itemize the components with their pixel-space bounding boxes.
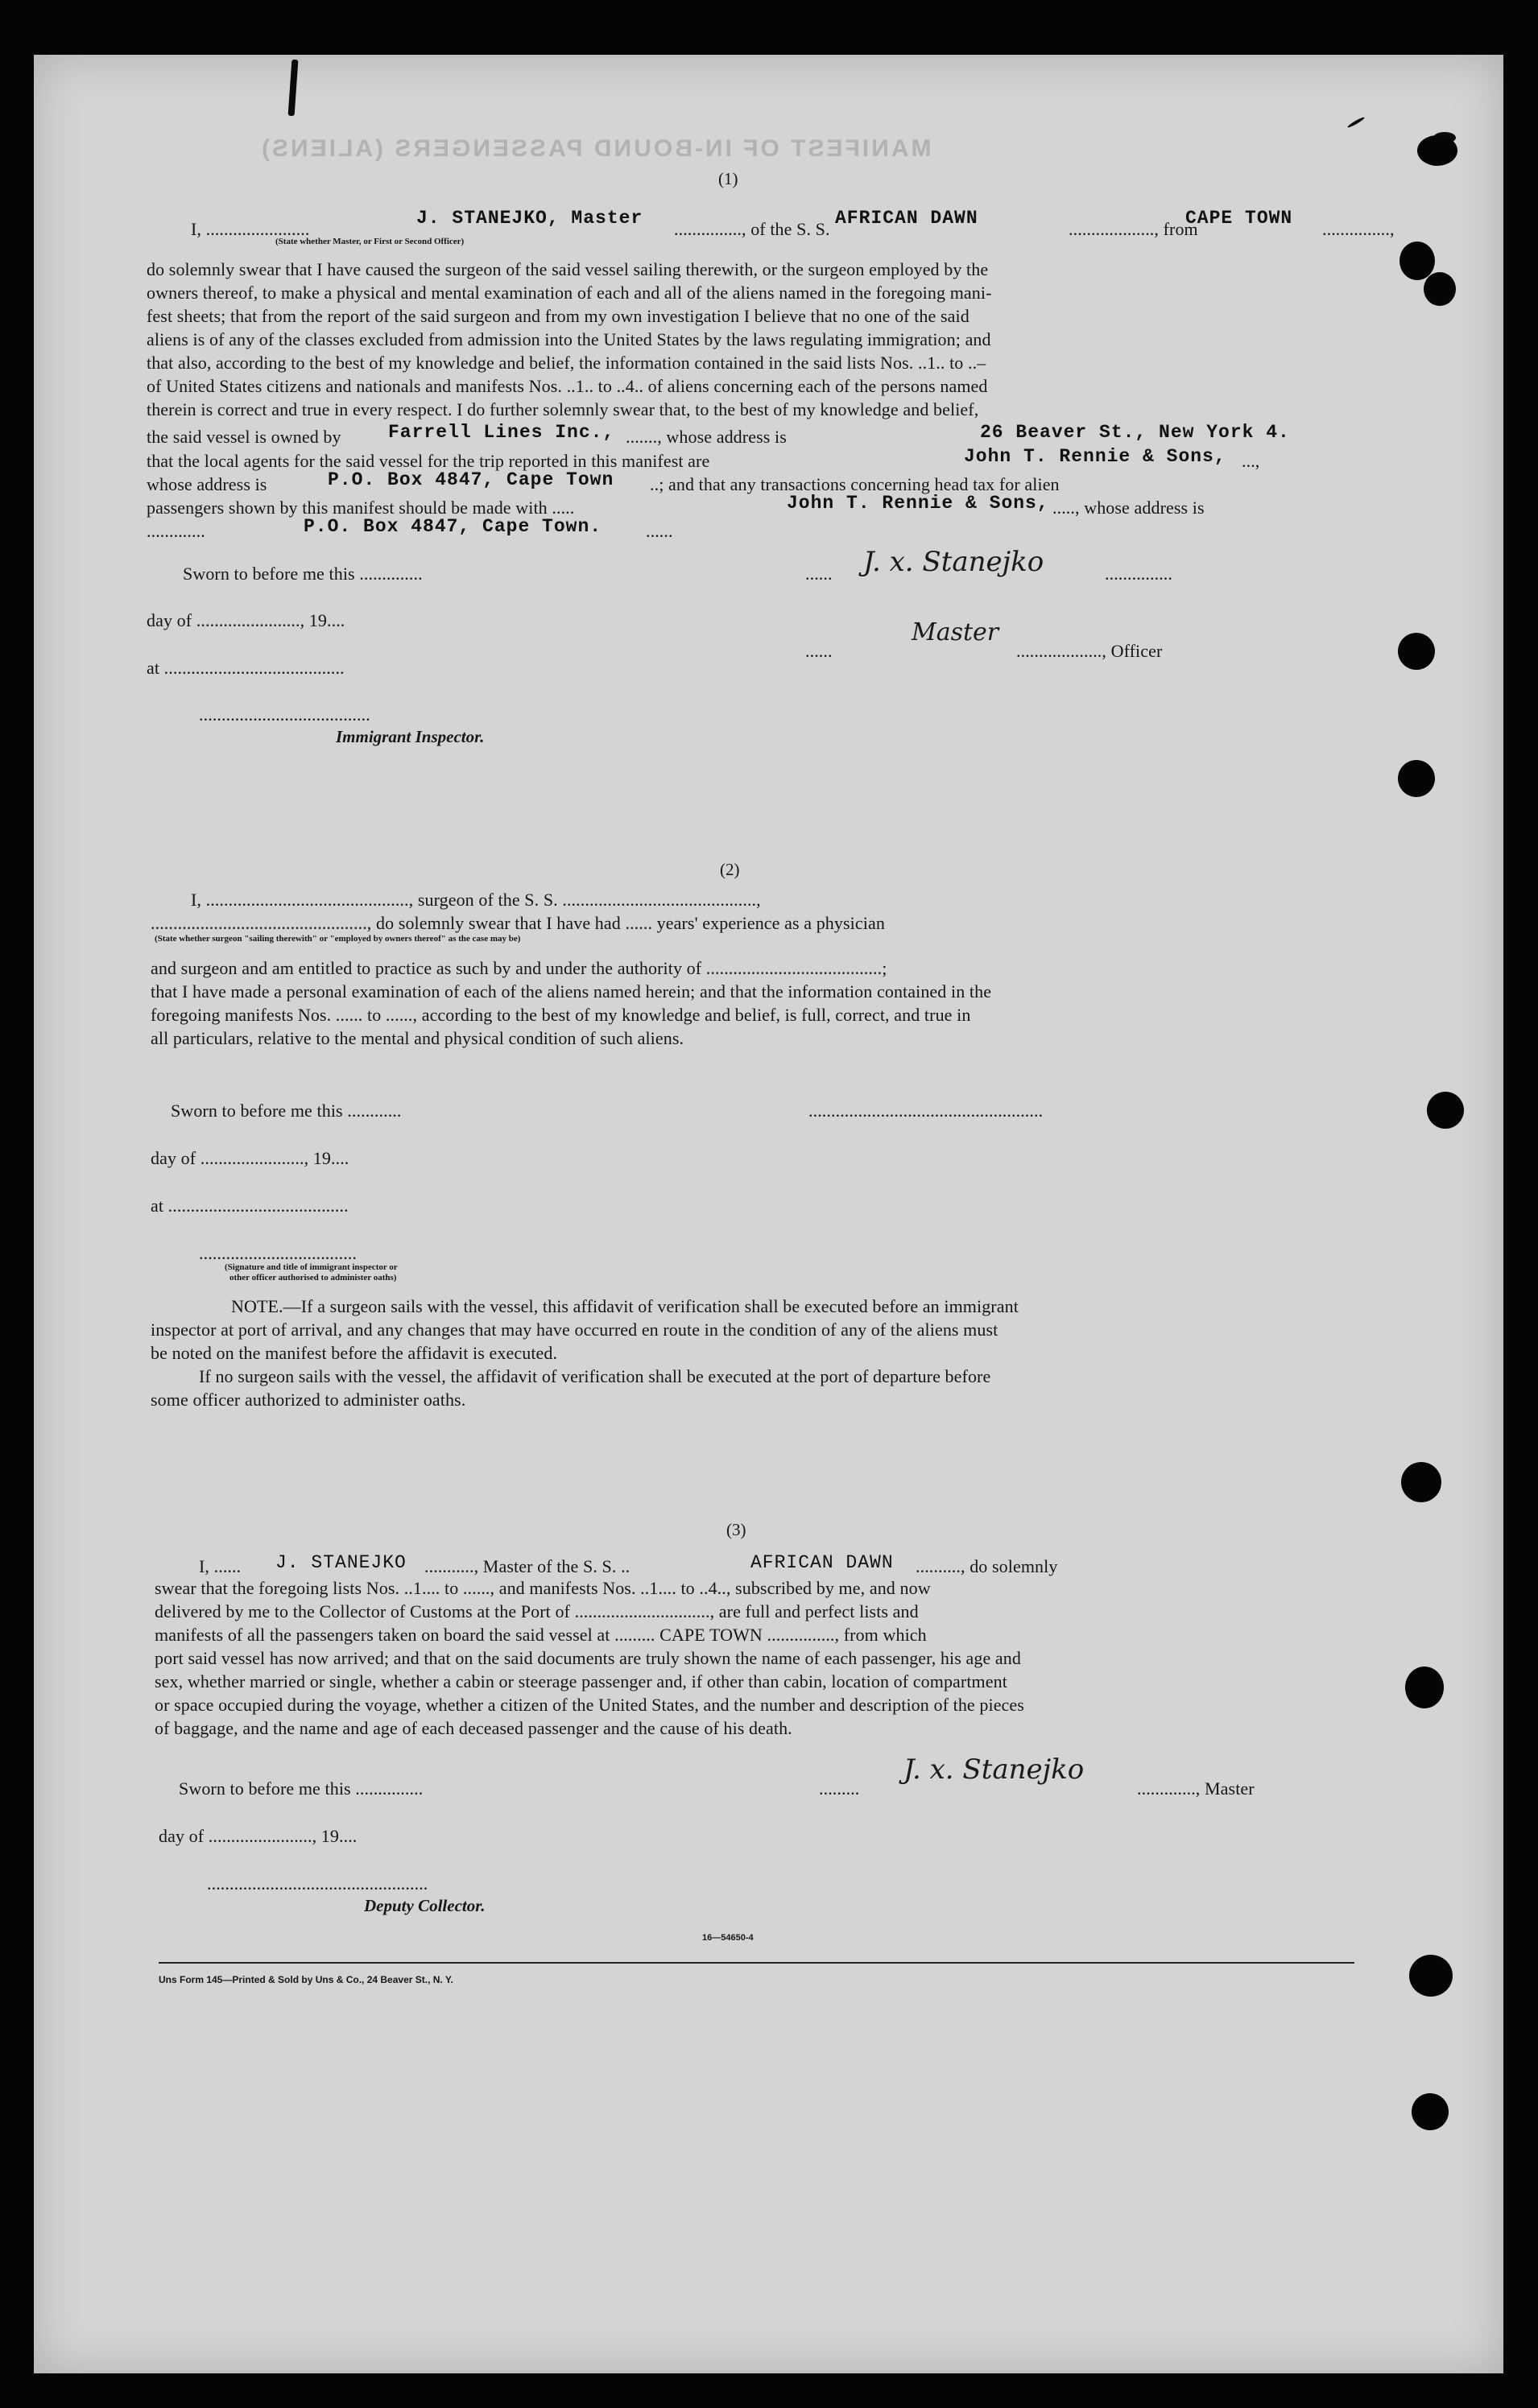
owner-line: the said vessel is owned by Farrell Lines Inc., ......., whose address is 26 Beaver St., New York 4. [147,422,1290,447]
section-1-paragraph: do solemnly swear that I have caused the surgeon of the said vessel sailing therewith, or the surgeon employed by the owners thereof, to make a physical and mental examination of each and all of the aliens named in the foregoing mani- fest sheets; that from the report of the said surgeon and from my own investigation I believe that no one of the said aliens is of any of the classes excluded from admission into the United States by the laws regulating immigration; and that also, according to the best of my knowledge and belief, the information contained in the said lists Nos. ..1.. to ..– of United States citizens and nationals and manifests Nos. ..1.. to ..4.. of aliens concerning each of the persons named therein is correct and true in every respect. I do further solemnly swear that, to the best of my knowledge and belief, [147,259,992,419]
binder-hole [1405,1667,1444,1708]
form-code: 16—54650-4 [702,1933,754,1943]
head-tax-agent-typed: John T. Rennie & Sons, [787,493,1049,514]
section-1-number: (1) [718,169,738,188]
binder-hole [1401,1462,1441,1502]
printer-credit: Uns Form 145—Printed & Sold by Uns & Co., 24 Beaver St., N. Y. [159,1974,453,1985]
note-paragraph: NOTE.—If a surgeon sails with the vessel, this affidavit of verification shall be executed before an immigrant inspector at port of arrival, and any changes that may have occurred en route in the condition of any of the aliens must be noted on the manifest before the affidavit is executed. If no surgeon sails with the vessel, the affidavit of verification shall be executed at the port of departure before some officer authorized to administer oaths. [151,1296,1019,1410]
section-2-day: day of ......................., 19.... [151,1148,349,1168]
section-3-master-signature: J. x. Stanejko [903,1753,1085,1786]
from-port-typed: CAPE TOWN [1185,208,1293,229]
immigrant-inspector-label: Immigrant Inspector. [336,727,485,746]
collector-dots: ................................................. [207,1873,428,1894]
section-2-paragraph: and surgeon and am entitled to practice as such by and under the authority of .......................................; that I have made a personal examination of each of the aliens named herein; and that the information contained in the foregoing manifests Nos. ...... to ......, according to the best of my knowledge and belief, is full, correct, and true in all particulars, relative to the mental and physical condition of such aliens. [151,958,992,1048]
binder-hole [1424,272,1456,306]
owner-typed: Farrell Lines Inc., [388,422,615,443]
section-3-sworn: Sworn to before me this ............... [179,1778,424,1799]
manifest-page: MANIFEST OF IN-BOUND PASSENGERS (ALIENS) (1) I, ....................... J. STANEJKO, Master ..............., of the S. S. AFRICAN DAWN ..................., from CAPE TOWN ..............., (State whether Master, or First or Second Officer) do solemnly swear that I have caused the surgeon of the said vessel sailing therewith, or the surgeon employed by the owners thereof, to make a physical and mental examination of each and all of the aliens named in the foregoing mani- fest sheets; that from the report of the said surgeon and from my own investigation I believe that no one of the said aliens is of any of the classes excluded from admission into the United States by the laws regulating immigration; and that also, according to the best of my knowledge and belief, the information contained in the said lists Nos. ..1.. to ..– of United States citizens and nationals and manifests Nos. ..1.. to ..4.. of aliens concerning each of the persons named therein is correct and true in every respect. I do further solemnly swear that, to the best of my knowledge and belief, the said vessel is owned by Farrell Lines Inc., ......., whose address is 26 Beaver St., New York 4. that the local agents for the said vessel for the trip reported in this manifest are John T. Rennie & Sons, ..., whose address is P.O. Box 4847, Cape Town ..; and that any transactions concerning head tax for alien passengers shown by this manifest should be made with ..... John T. Rennie & Sons, ....., whose address is ............. P.O. Box 4847, Cape Town. ...... Sworn to before me this .............. day of ......................., 19.... at ........................................ ...................................... Immigrant Inspector. ...... J. x. Stanejko ............... ...... Master ..................., Officer (2) I, ............................................., surgeon of the S. S. ..........................................., ................................................, do solemnly swear that I have had ...... years' experience as a physician (State whether surgeon "sailing therewith" or "employed by owners thereof" as the case may be) and surgeon and am entitled to practice as such by and under the authority of .......................................; that I have made a personal examination of each of the aliens named herein; and that the information contained in the foregoing manifests Nos. ...... to ......, according to the best of my knowledge and belief, is full, correct, and true in all particulars, relative to the mental and physical condition of such aliens. Sworn to before me this ............ .................................................... day of ......................., 19.... at ........................................ ................................... (Signature and title of immigrant inspector or other officer authorised to administer oaths) NOTE.—If a surgeon sails with the vessel, this affidavit of verification shall be executed before an immigrant inspector at port of arrival, and any changes that may have occurred en route in the condition of any of the aliens must be noted on the manifest before the affidavit is executed. If no surgeon sails with the vessel, the affidavit of verification shall be executed at the port of departure before some officer authorized to administer oaths. (3) I, ...... J. STANEJKO ..........., Master of the S. S. .. AFRICAN DAWN .........., do solemnly swear that the foregoing lists Nos. ..1.... to ......, and manifests Nos. ..1.... to ..4.., subscribed by me, and now delivered by me to the Collector of Customs at the Port of .............................., are full and perfect lists and manifests of all the passengers taken on board the said vessel at ......... CAPE TOWN ..............., from which port said vessel has now arrived; and that on the said documents are truly shown the name of each passenger, his age and sex, whether married or single, whether a cabin or steerage passenger and, if other than cabin, location of compartment or space occupied during the voyage, whether a citizen of the United States, and the number and description of the pieces of baggage, and the name and age of each deceased passenger and the cause of his death. Sworn to before me this ............... ......... J. x. Stanejko ............., Master day of ......................., 19.... ................................................. Deputy Collector. 16—54650-4 Uns Form 145—Printed & Sold by Uns & Co., 24 Beaver St., N. Y. [34,55,1503,2373]
section-3-day: day of ......................., 19.... [159,1826,358,1846]
officer-signature: Master [912,618,999,646]
surgeon-note: (State whether surgeon "sailing therewith" or "employed by owners thereof" as the case may be) [155,934,521,944]
agents-line: that the local agents for the said vessel for the trip reported in this manifest are John T. Rennie & Sons, ..., [147,446,1260,471]
section-2-sign-dots: ................................... [199,1243,357,1263]
section-3-master-label: ............., Master [1137,1778,1255,1799]
section-2-at: at ........................................ [151,1196,349,1216]
owner-address-typed: 26 Beaver St., New York 4. [980,422,1290,443]
head-tax-address-typed: P.O. Box 4847, Cape Town. [304,516,602,537]
agents-typed: John T. Rennie & Sons, [964,446,1226,467]
ink-mark [1347,116,1366,128]
section-3-number: (3) [726,1520,746,1539]
section-2-line-2: ................................................, do solemnly swear that I have had ...... years' experience as a physician [151,913,885,933]
section-3-master-typed: J. STANEJKO [275,1552,407,1573]
footer-rule [159,1962,1354,1964]
section-3-paragraph: swear that the foregoing lists Nos. ..1.... to ......, and manifests Nos. ..1.... to ..4.., subscribed by me, and now delivered by me to the Collector of Customs at the Port of .............................., are full and perfect lists and manifests of all the passengers taken on board the said vessel at ......... CAPE TOWN ..............., from which port said vessel has now arrived; and that on the said documents are truly shown the name of each passenger, his age and sex, whether married or single, whether a cabin or steerage passenger and, if other than cabin, location of compartment or space occupied during the voyage, whether a citizen of the United States, and the number and description of the pieces of baggage, and the name and age of each deceased passenger and the cause of his death. [155,1578,1024,1738]
section-1-sworn: Sworn to before me this .............. [183,564,423,584]
agents-address-line: whose address is P.O. Box 4847, Cape Town ..; and that any transactions concerning head tax for alien [147,469,1060,494]
section-3-vessel-typed: AFRICAN DAWN [750,1552,894,1573]
binder-hole [1398,633,1435,670]
sign-note-1: (Signature and title of immigrant inspector or [225,1262,398,1272]
section-2-signature-line: .................................................... [808,1101,1044,1121]
vessel-name-typed: AFRICAN DAWN [835,208,978,229]
section-2-number: (2) [720,860,740,879]
section-2-line-1: I, ............................................., surgeon of the S. S. ..........................................., [191,890,761,910]
section-1-day: day of ......................., 19.... [147,610,345,630]
binder-hole [1398,760,1435,797]
binder-hole [1412,2093,1449,2130]
binder-hole [1427,1092,1464,1129]
head-tax-line: passengers shown by this manifest should be made with ..... John T. Rennie & Sons, ....., whose address is [147,493,1205,518]
section-1-at: at ........................................ [147,658,345,678]
officer-label: ..................., Officer [1016,641,1163,661]
agents-address-typed: P.O. Box 4847, Cape Town [328,469,614,490]
bleed-through-header: MANIFEST OF IN-BOUND PASSENGERS (ALIENS) [259,135,932,162]
master-rank-note: (State whether Master, or First or Second Officer) [275,237,465,246]
sign-note-2: other officer authorised to administer oaths) [229,1273,397,1282]
inspector-dots: ...................................... [199,704,370,725]
deputy-collector-label: Deputy Collector. [364,1896,486,1915]
binder-hole [1399,242,1435,280]
binder-hole [1409,1955,1453,1997]
binder-hole [1417,135,1457,166]
section-3-line-1: I, ...... J. STANEJKO ..........., Master of the S. S. .. AFRICAN DAWN .........., do solemnly [199,1552,1058,1576]
ink-mark [288,60,299,116]
master-name-typed: J. STANEJKO, Master [416,208,643,229]
section-2-sworn: Sworn to before me this ............ [171,1101,402,1121]
head-tax-address-line: ............. P.O. Box 4847, Cape Town. ...... [147,516,673,541]
master-signature: J. x. Stanejko [863,546,1044,578]
section-1-line-1: I, ....................... J. STANEJKO, Master ..............., of the S. S. AFRICAN DAWN ..................., from CAPE TOWN ..............., [191,208,1395,239]
